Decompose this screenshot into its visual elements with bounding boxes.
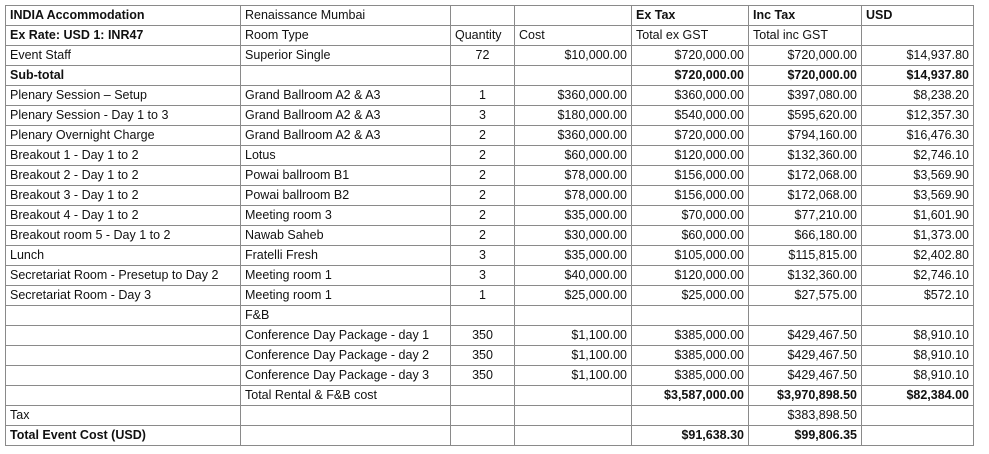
usd-cell[interactable]: $8,910.10 <box>862 346 974 366</box>
room-cell[interactable]: Superior Single <box>241 46 451 66</box>
room-cell[interactable]: Nawab Saheb <box>241 226 451 246</box>
header-row <box>6 6 974 26</box>
inc-gst-cell[interactable]: $66,180.00 <box>749 226 862 246</box>
ex-gst-cell[interactable]: $120,000.00 <box>632 146 749 166</box>
cost-cell[interactable]: $60,000.00 <box>515 146 632 166</box>
empty-cell[interactable] <box>862 426 974 446</box>
usd-cell[interactable]: $572.10 <box>862 286 974 306</box>
empty-cell[interactable] <box>632 406 749 426</box>
inc-gst-cell[interactable]: $429,467.50 <box>749 366 862 386</box>
item-cell[interactable]: Event Staff <box>6 46 241 66</box>
quantity-cell[interactable] <box>451 306 515 326</box>
inc-gst-cell[interactable]: $172,068.00 <box>749 166 862 186</box>
total-ex-gst-header[interactable]: Total ex GST <box>632 26 749 46</box>
usd-cell[interactable]: $1,601.90 <box>862 206 974 226</box>
inc-gst-cell[interactable]: $132,360.00 <box>749 146 862 166</box>
event-staff-row <box>6 46 974 66</box>
room-cell[interactable]: Powai ballroom B1 <box>241 166 451 186</box>
item-cell[interactable]: Plenary Overnight Charge <box>6 126 241 146</box>
quantity-cell[interactable]: 2 <box>451 166 515 186</box>
table-row <box>6 126 974 146</box>
subheader-empty-cell[interactable] <box>862 26 974 46</box>
item-cell[interactable]: Secretariat Room - Presetup to Day 2 <box>6 266 241 286</box>
room-cell[interactable]: F&B <box>241 306 451 326</box>
table-row <box>6 266 974 286</box>
tax-inc-gst[interactable]: $383,898.50 <box>749 406 862 426</box>
ex-gst-cell[interactable]: $120,000.00 <box>632 266 749 286</box>
ex-gst-cell[interactable]: $385,000.00 <box>632 326 749 346</box>
ex-gst-cell[interactable]: $60,000.00 <box>632 226 749 246</box>
room-cell[interactable]: Fratelli Fresh <box>241 246 451 266</box>
usd-cell[interactable]: $16,476.30 <box>862 126 974 146</box>
room-cell[interactable]: Lotus <box>241 146 451 166</box>
usd-cell[interactable]: $3,569.90 <box>862 166 974 186</box>
room-cell[interactable]: Conference Day Package - day 1 <box>241 326 451 346</box>
empty-cell[interactable] <box>515 426 632 446</box>
usd-cell[interactable]: $8,910.10 <box>862 326 974 346</box>
empty-cell[interactable] <box>515 66 632 86</box>
item-cell[interactable]: Secretariat Room - Day 3 <box>6 286 241 306</box>
cost-cell[interactable]: $10,000.00 <box>515 46 632 66</box>
room-cell[interactable]: Conference Day Package - day 3 <box>241 366 451 386</box>
total-rental-ex-gst[interactable]: $3,587,000.00 <box>632 386 749 406</box>
quantity-cell[interactable]: 1 <box>451 286 515 306</box>
empty-cell[interactable] <box>515 386 632 406</box>
room-cell[interactable]: Meeting room 3 <box>241 206 451 226</box>
total-rental-label[interactable]: Total Rental & F&B cost <box>241 386 451 406</box>
cost-cell[interactable]: $78,000.00 <box>515 166 632 186</box>
item-cell[interactable] <box>6 306 241 326</box>
subtotal-inc-gst[interactable]: $720,000.00 <box>749 66 862 86</box>
item-cell[interactable]: Plenary Session – Setup <box>6 86 241 106</box>
empty-cell[interactable] <box>515 406 632 426</box>
header-empty-cell[interactable] <box>515 6 632 26</box>
table-row <box>6 86 974 106</box>
room-cell[interactable]: Meeting room 1 <box>241 266 451 286</box>
ex-gst-cell[interactable]: $720,000.00 <box>632 46 749 66</box>
inc-gst-cell[interactable]: $115,815.00 <box>749 246 862 266</box>
ex-gst-cell[interactable]: $105,000.00 <box>632 246 749 266</box>
room-cell[interactable]: Meeting room 1 <box>241 286 451 306</box>
item-cell[interactable]: Lunch <box>6 246 241 266</box>
ex-gst-cell[interactable]: $385,000.00 <box>632 366 749 386</box>
room-cell[interactable]: Conference Day Package - day 2 <box>241 346 451 366</box>
item-cell[interactable]: Breakout 2 - Day 1 to 2 <box>6 166 241 186</box>
cost-table <box>5 5 974 446</box>
cost-cell[interactable]: $40,000.00 <box>515 266 632 286</box>
empty-cell[interactable] <box>241 66 451 86</box>
item-cell[interactable] <box>6 326 241 346</box>
table-row <box>6 186 974 206</box>
cost-cell[interactable]: $25,000.00 <box>515 286 632 306</box>
quantity-cell[interactable]: 2 <box>451 146 515 166</box>
ex-gst-cell[interactable]: $360,000.00 <box>632 86 749 106</box>
cost-cell[interactable]: $180,000.00 <box>515 106 632 126</box>
empty-cell[interactable] <box>451 406 515 426</box>
inc-gst-cell[interactable]: $429,467.50 <box>749 346 862 366</box>
usd-cell[interactable]: $2,746.10 <box>862 146 974 166</box>
cost-cell[interactable]: $78,000.00 <box>515 186 632 206</box>
quantity-cell[interactable]: 350 <box>451 346 515 366</box>
total-event-ex-gst[interactable]: $91,638.30 <box>632 426 749 446</box>
exchange-rate[interactable]: Ex Rate: USD 1: INR47 <box>6 26 241 46</box>
tax-row <box>6 406 974 426</box>
cost-cell[interactable]: $1,100.00 <box>515 366 632 386</box>
cost-cell[interactable]: $35,000.00 <box>515 246 632 266</box>
quantity-cell[interactable]: 350 <box>451 366 515 386</box>
room-cell[interactable]: Grand Ballroom A2 & A3 <box>241 126 451 146</box>
room-cell[interactable]: Grand Ballroom A2 & A3 <box>241 86 451 106</box>
ex-tax-header[interactable]: Ex Tax <box>632 6 749 26</box>
quantity-cell[interactable]: 350 <box>451 326 515 346</box>
total-rental-inc-gst[interactable]: $3,970,898.50 <box>749 386 862 406</box>
quantity-cell[interactable]: 3 <box>451 246 515 266</box>
ex-gst-cell[interactable]: $385,000.00 <box>632 346 749 366</box>
ex-gst-cell[interactable]: $720,000.00 <box>632 126 749 146</box>
quantity-cell[interactable]: 3 <box>451 106 515 126</box>
table-row <box>6 166 974 186</box>
usd-cell[interactable]: $12,357.30 <box>862 106 974 126</box>
inc-gst-cell[interactable]: $172,068.00 <box>749 186 862 206</box>
usd-cell[interactable] <box>862 306 974 326</box>
quantity-header[interactable]: Quantity <box>451 26 515 46</box>
subtotal-row <box>6 66 974 86</box>
venue-name[interactable]: Renaissance Mumbai <box>241 6 451 26</box>
table-row <box>6 326 974 346</box>
table-row <box>6 286 974 306</box>
empty-cell[interactable] <box>451 426 515 446</box>
usd-cell[interactable]: $1,373.00 <box>862 226 974 246</box>
usd-cell[interactable]: $8,238.20 <box>862 86 974 106</box>
ex-gst-cell[interactable]: $25,000.00 <box>632 286 749 306</box>
table-row <box>6 346 974 366</box>
subtotal-usd[interactable]: $14,937.80 <box>862 66 974 86</box>
inc-gst-cell[interactable]: $794,160.00 <box>749 126 862 146</box>
quantity-cell[interactable]: 1 <box>451 86 515 106</box>
ex-gst-cell[interactable]: $156,000.00 <box>632 186 749 206</box>
inc-gst-cell[interactable]: $720,000.00 <box>749 46 862 66</box>
cost-cell[interactable]: $360,000.00 <box>515 126 632 146</box>
cost-cell[interactable] <box>515 306 632 326</box>
usd-header[interactable]: USD <box>862 6 974 26</box>
empty-cell[interactable] <box>241 426 451 446</box>
subtotal-label[interactable]: Sub-total <box>6 66 241 86</box>
empty-cell[interactable] <box>241 406 451 426</box>
item-cell[interactable] <box>6 346 241 366</box>
inc-gst-cell[interactable]: $27,575.00 <box>749 286 862 306</box>
cost-cell[interactable]: $35,000.00 <box>515 206 632 226</box>
total-event-inc-gst[interactable]: $99,806.35 <box>749 426 862 446</box>
quantity-cell[interactable]: 2 <box>451 126 515 146</box>
table-row <box>6 306 974 326</box>
inc-gst-cell[interactable]: $429,467.50 <box>749 326 862 346</box>
room-cell[interactable]: Grand Ballroom A2 & A3 <box>241 106 451 126</box>
item-cell[interactable]: Plenary Session - Day 1 to 3 <box>6 106 241 126</box>
inc-gst-cell[interactable]: $397,080.00 <box>749 86 862 106</box>
empty-cell[interactable] <box>6 386 241 406</box>
inc-gst-cell[interactable] <box>749 306 862 326</box>
inc-gst-cell[interactable]: $77,210.00 <box>749 206 862 226</box>
subheader-row <box>6 26 974 46</box>
ex-gst-cell[interactable] <box>632 306 749 326</box>
usd-cell[interactable]: $8,910.10 <box>862 366 974 386</box>
cost-cell[interactable]: $30,000.00 <box>515 226 632 246</box>
cost-cell[interactable]: $1,100.00 <box>515 346 632 366</box>
table-row <box>6 146 974 166</box>
ex-gst-cell[interactable]: $70,000.00 <box>632 206 749 226</box>
quantity-cell[interactable]: 2 <box>451 226 515 246</box>
table-row <box>6 246 974 266</box>
sheet-title[interactable]: INDIA Accommodation <box>6 6 241 26</box>
room-cell[interactable]: Powai ballroom B2 <box>241 186 451 206</box>
inc-gst-cell[interactable]: $132,360.00 <box>749 266 862 286</box>
table-row <box>6 106 974 126</box>
empty-cell[interactable] <box>451 386 515 406</box>
item-cell[interactable] <box>6 366 241 386</box>
total-inc-gst-header[interactable]: Total inc GST <box>749 26 862 46</box>
inc-tax-header[interactable]: Inc Tax <box>749 6 862 26</box>
subtotal-ex-gst[interactable]: $720,000.00 <box>632 66 749 86</box>
total-event-row <box>6 426 974 446</box>
header-empty-cell[interactable] <box>451 6 515 26</box>
table-row <box>6 366 974 386</box>
item-cell[interactable]: Breakout room 5 - Day 1 to 2 <box>6 226 241 246</box>
item-cell[interactable]: Breakout 3 - Day 1 to 2 <box>6 186 241 206</box>
cost-header[interactable]: Cost <box>515 26 632 46</box>
tax-label[interactable]: Tax <box>6 406 241 426</box>
total-event-label[interactable]: Total Event Cost (USD) <box>6 426 241 446</box>
total-rental-usd[interactable]: $82,384.00 <box>862 386 974 406</box>
ex-gst-cell[interactable]: $540,000.00 <box>632 106 749 126</box>
usd-cell[interactable]: $2,746.10 <box>862 266 974 286</box>
usd-cell[interactable]: $2,402.80 <box>862 246 974 266</box>
item-cell[interactable]: Breakout 4 - Day 1 to 2 <box>6 206 241 226</box>
inc-gst-cell[interactable]: $595,620.00 <box>749 106 862 126</box>
empty-cell[interactable] <box>862 406 974 426</box>
quantity-cell[interactable]: 2 <box>451 206 515 226</box>
quantity-cell[interactable]: 3 <box>451 266 515 286</box>
empty-cell[interactable] <box>451 66 515 86</box>
usd-cell[interactable]: $3,569.90 <box>862 186 974 206</box>
cost-cell[interactable]: $360,000.00 <box>515 86 632 106</box>
table-row <box>6 206 974 226</box>
total-rental-row <box>6 386 974 406</box>
quantity-cell[interactable]: 2 <box>451 186 515 206</box>
ex-gst-cell[interactable]: $156,000.00 <box>632 166 749 186</box>
item-cell[interactable]: Breakout 1 - Day 1 to 2 <box>6 146 241 166</box>
usd-cell[interactable]: $14,937.80 <box>862 46 974 66</box>
quantity-cell[interactable]: 72 <box>451 46 515 66</box>
cost-cell[interactable]: $1,100.00 <box>515 326 632 346</box>
table-row <box>6 226 974 246</box>
room-type-header[interactable]: Room Type <box>241 26 451 46</box>
